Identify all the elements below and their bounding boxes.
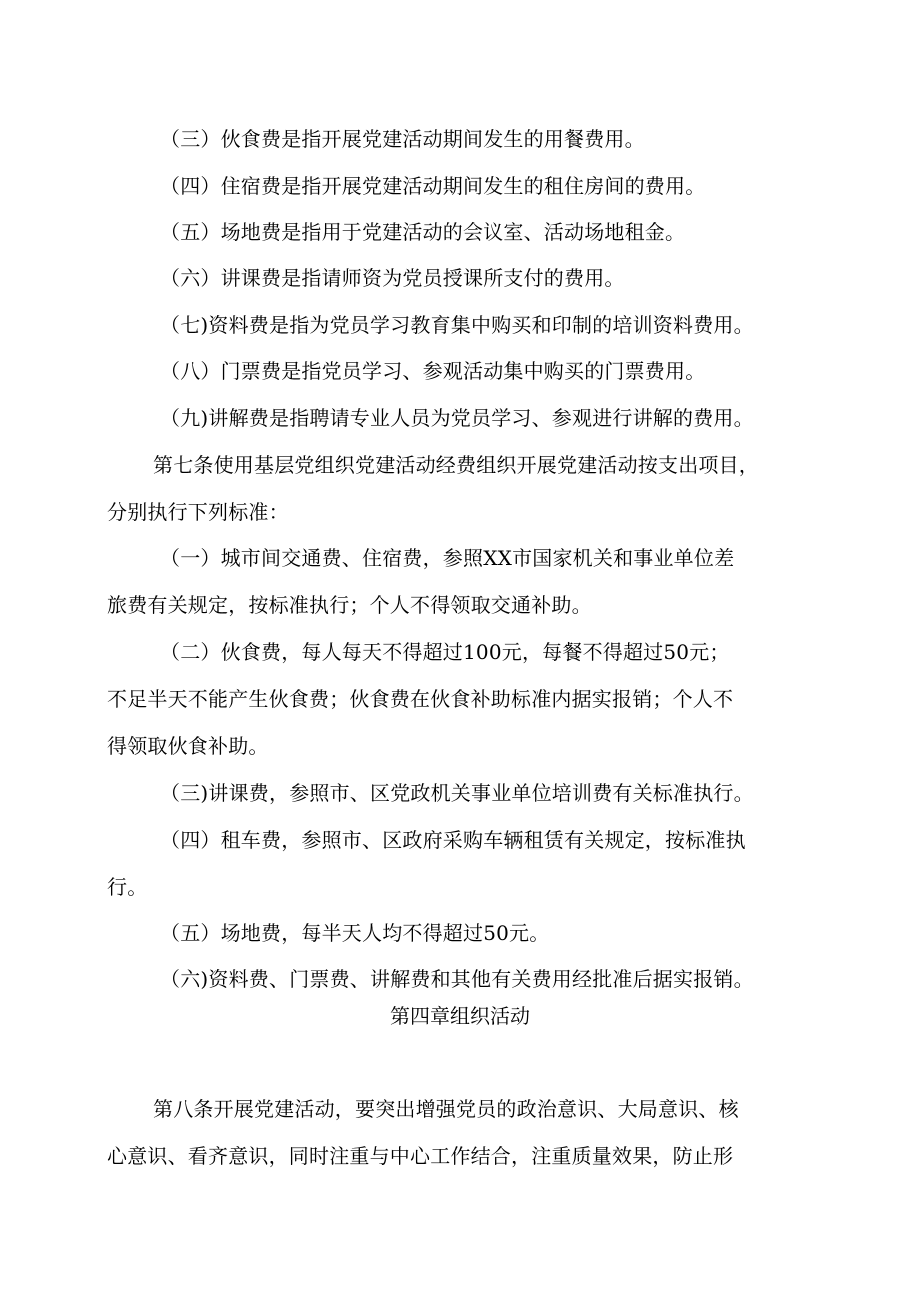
paragraph-line: （三)讲课费，参照市、区党政机关事业单位培训费有关标准执行。 — [160, 781, 754, 805]
paragraph-line: （二）伙食费，每人每天不得超过100元，每餐不得超过50元； — [160, 640, 730, 664]
paragraph-line: （三）伙食费是指开展党建活动期间发生的用餐费用。 — [160, 127, 645, 151]
paragraph-line: （四）租车费，参照市、区政府采购车辆租赁有关规定，按标准执 — [160, 828, 746, 852]
paragraph-line: （一）城市间交通费、住宿费，参照XX市国家机关和事业单位差 — [160, 546, 735, 570]
paragraph-line: （七)资料费是指为党员学习教育集中购买和印制的培训资料费用。 — [160, 313, 754, 337]
article-line: 第七条使用基层党组织党建活动经费组织开展党建活动按支出项目， — [153, 453, 759, 477]
paragraph-line: 行。 — [107, 875, 148, 899]
paragraph-line: （五）场地费是指用于党建活动的会议室、活动场地租金。 — [160, 220, 686, 244]
paragraph-line: （五）场地费，每半天人均不得超过50元。 — [160, 921, 550, 945]
article-line: 第八条开展党建活动，要突出增强党员的政治意识、大局意识、核 — [153, 1097, 739, 1121]
paragraph-line: （九)讲解费是指聘请专业人员为党员学习、参观进行讲解的费用。 — [160, 406, 754, 430]
paragraph-line: （六)资料费、门票费、讲解费和其他有关费用经批准后据实报销。 — [160, 967, 754, 991]
chapter-heading: 第四章组织活动 — [390, 1004, 530, 1028]
article-line: 心意识、看齐意识，同时注重与中心工作结合，注重质量效果，防止形 — [107, 1144, 734, 1168]
paragraph-line: （六）讲课费是指请师资为党员授课所支付的费用。 — [160, 266, 625, 290]
paragraph-line: 不足半天不能产生伙食费；伙食费在伙食补助标准内据实报销；个人不 — [107, 687, 734, 711]
article-line: 分别执行下列标准： — [107, 500, 289, 524]
paragraph-line: （八）门票费是指党员学习、参观活动集中购买的门票费用。 — [160, 359, 706, 383]
paragraph-line: 旅费有关规定，按标准执行；个人不得领取交通补助。 — [107, 593, 592, 617]
paragraph-line: 得领取伙食补助。 — [107, 734, 269, 758]
paragraph-line: （四）住宿费是指开展党建活动期间发生的租住房间的费用。 — [160, 174, 706, 198]
